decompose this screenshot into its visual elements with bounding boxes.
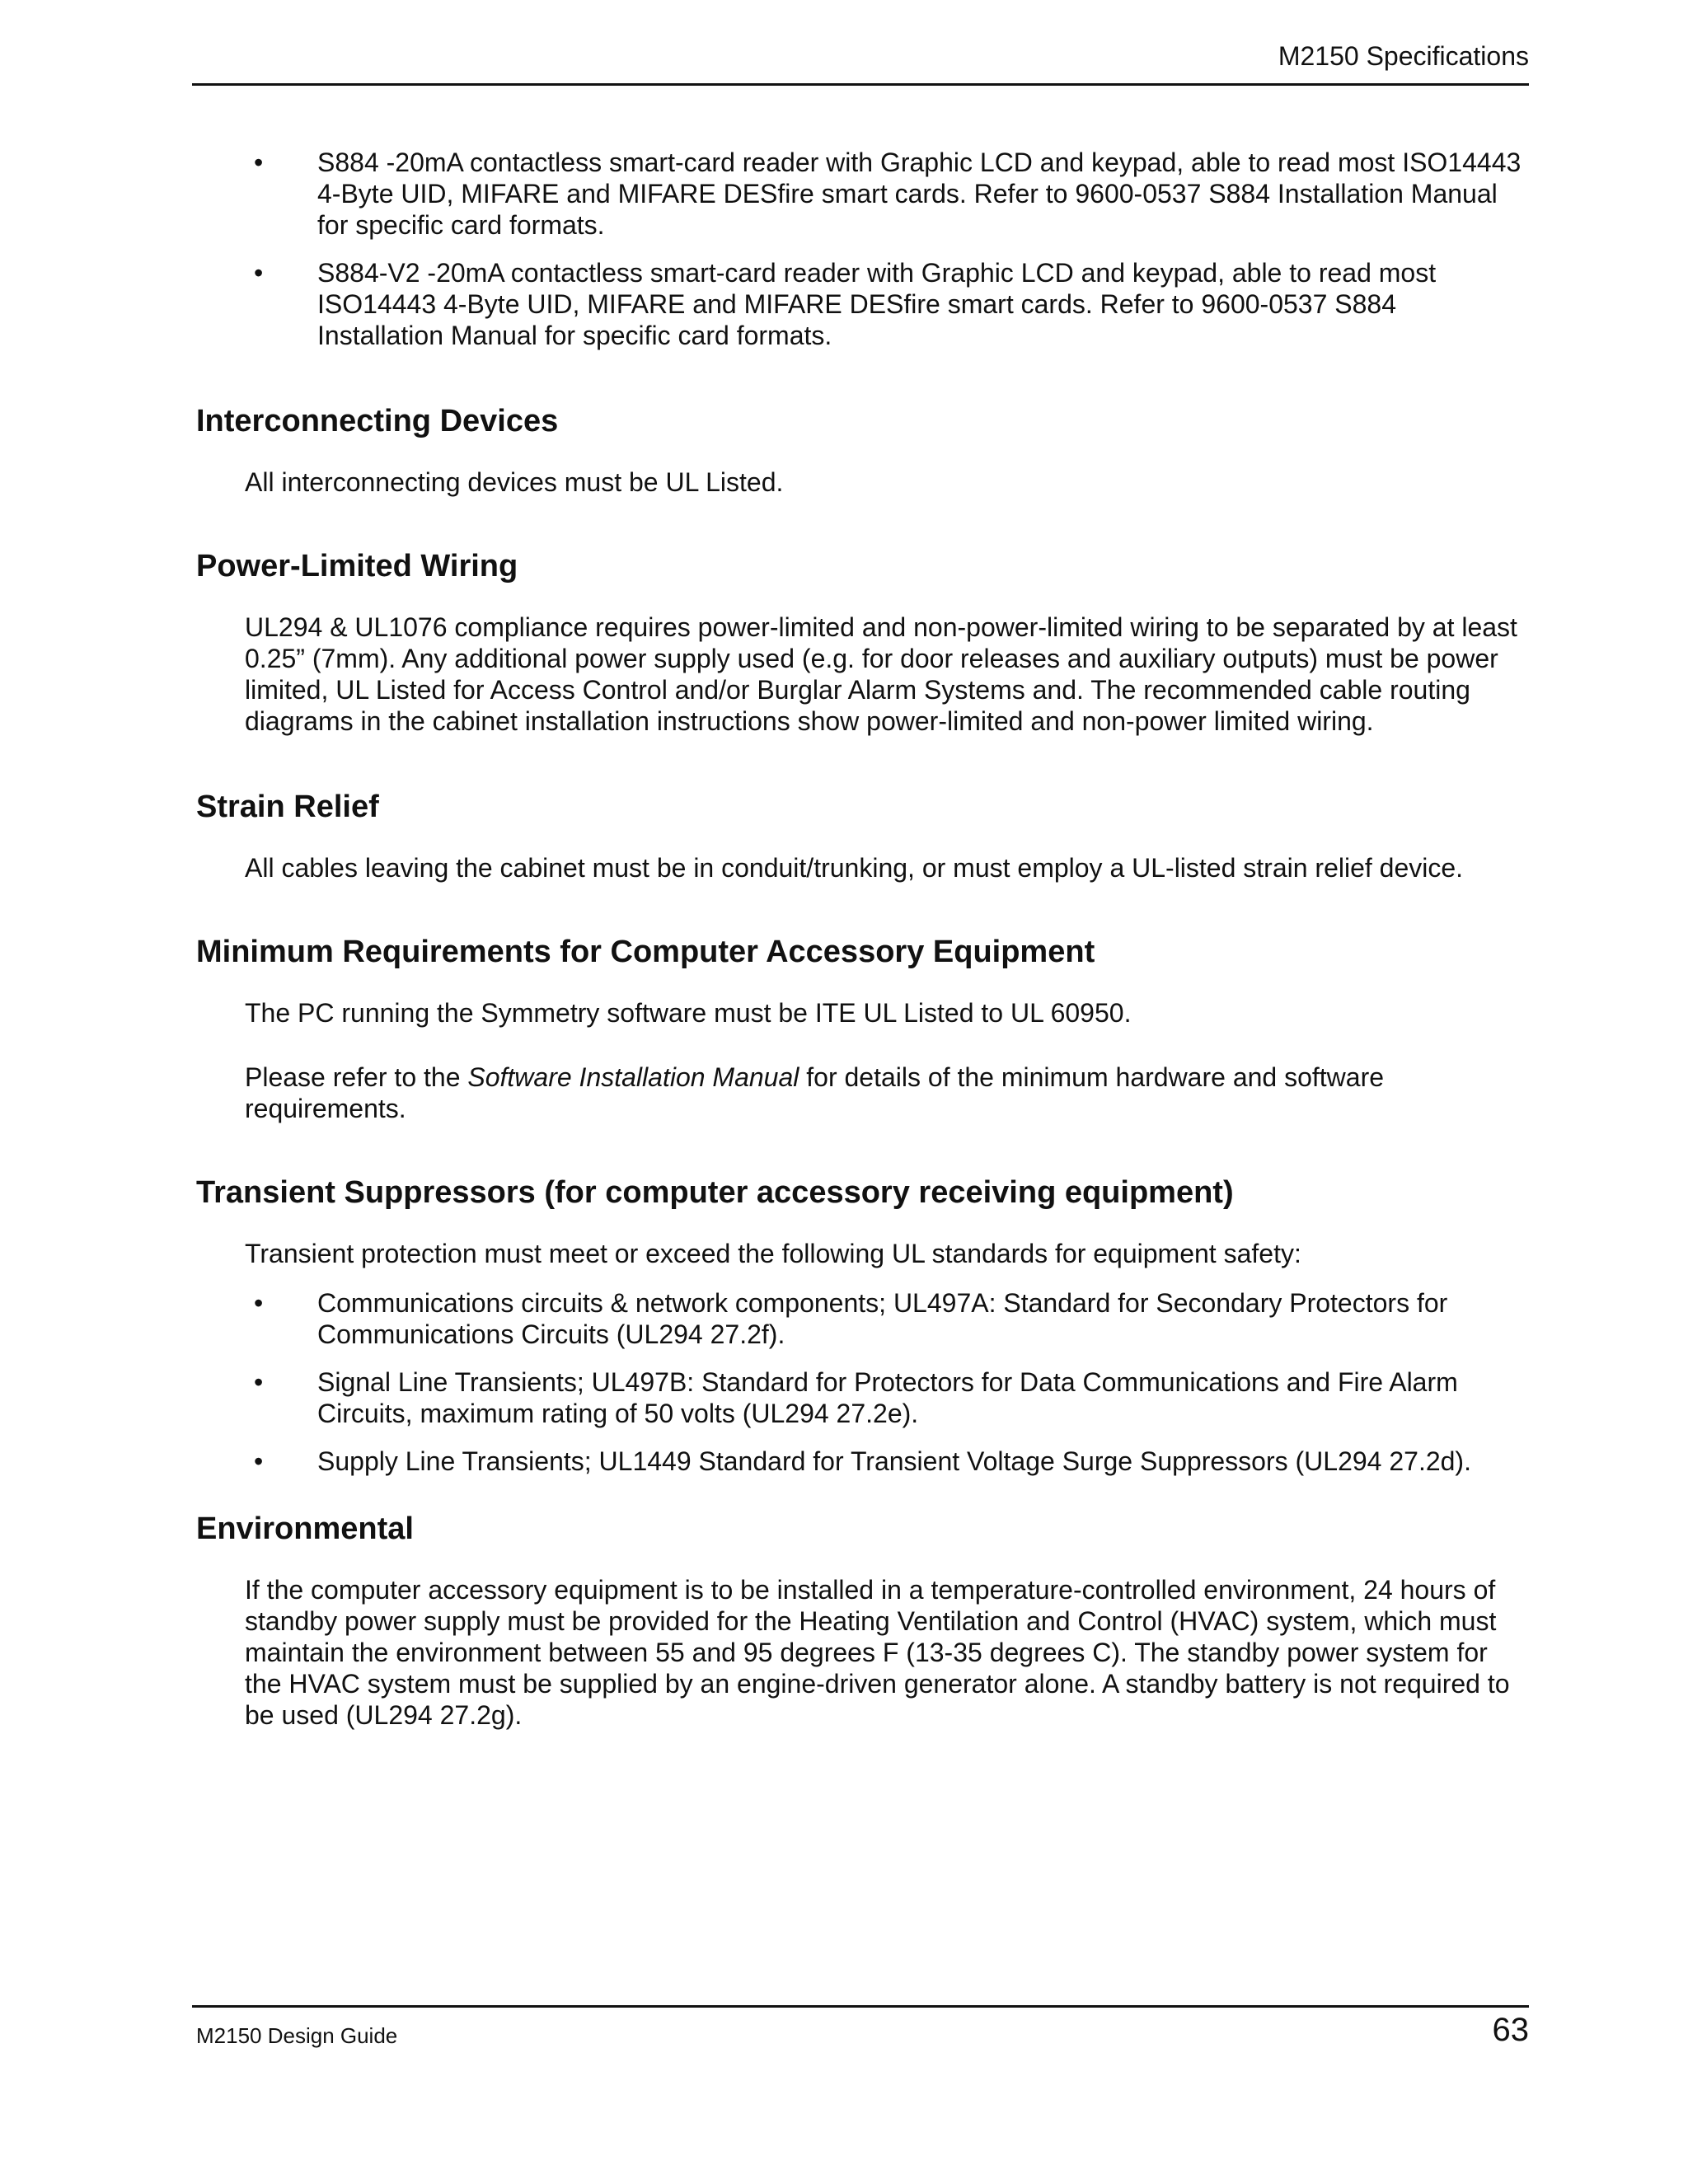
page-header <box>192 36 1529 86</box>
min-requirements-text-1: The PC running the Symmetry software must be ITE UL Listed to UL 60950. <box>245 998 1132 1028</box>
list-item <box>196 147 1531 241</box>
bullet-icon: • <box>254 1446 264 1476</box>
page-number: 63 <box>1492 2012 1529 2048</box>
intro-bullet-list <box>196 147 1531 351</box>
bullet-icon: • <box>254 148 264 177</box>
software-manual-title: Software Installation Manual <box>467 1062 799 1092</box>
min-requirements-text-2-after: for details of the minimum hardware and software requirements. <box>245 1062 1385 1123</box>
header-title: M2150 Specifications <box>1278 41 1529 71</box>
footer-document-title: M2150 Design Guide <box>196 2023 398 2048</box>
section-heading-transient: Transient Suppressors (for computer accessory receiving equipment) <box>196 1175 1234 1210</box>
min-requirements-text-2-before: Please refer to the <box>245 1062 468 1092</box>
list-item <box>196 1446 1531 1477</box>
power-limited-text: UL294 & UL1076 compliance requires power-limited and non-power-limited wiring to be separated by at least 0.25” (7mm). Any additional power supply used (e.g. for door releases and auxiliary outputs) must be power limited, UL Listed for Access Control and/or Burglar Alarm Systems and. The recommended cable routing diagrams in the cabinet installation instructions show power-limited and non-power limited wiring. <box>245 612 1517 736</box>
environmental-text: If the computer accessory equipment is to be installed in a temperature-controlled environment, 24 hours of standby power supply must be provided for the Heating Ventilation and Control (HVAC) system, which must maintain the environment between 55 and 95 degrees F (13-35 degrees C). The standby power system for the HVAC system must be supplied by an engine-driven generator alone. A standby battery is not required to be used (UL294 27.2g). <box>245 1575 1510 1730</box>
list-item-text: Supply Line Transients; UL1449 Standard for Transient Voltage Surge Suppressors (UL294 27.2d). <box>317 1446 1471 1476</box>
min-requirements-text-2 <box>196 1062 1531 1124</box>
transient-bullet-list <box>196 1287 1531 1477</box>
transient-text: Transient protection must meet or exceed the following UL standards for equipment safety: <box>245 1239 1301 1268</box>
section-heading-interconnecting: Interconnecting Devices <box>196 404 559 438</box>
page-footer <box>192 2005 1529 2057</box>
list-item <box>196 1366 1531 1429</box>
bullet-icon: • <box>254 258 264 288</box>
page-content <box>196 147 1531 1731</box>
interconnecting-text: All interconnecting devices must be UL Listed. <box>245 467 784 497</box>
section-heading-environmental: Environmental <box>196 1511 414 1546</box>
list-item <box>196 257 1531 351</box>
strain-relief-text: All cables leaving the cabinet must be in conduit/trunking, or must employ a UL-listed strain relief device. <box>245 853 1464 883</box>
bullet-icon: • <box>254 1367 264 1397</box>
section-heading-min-requirements: Minimum Requirements for Computer Accessory Equipment <box>196 935 1095 969</box>
list-item-text: S884 -20mA contactless smart-card reader with Graphic LCD and keypad, able to read most ISO14443 4-Byte UID, MIFARE and MIFARE DESfire smart cards. Refer to 9600-0537 S884 Installation Manual for specific card formats. <box>317 148 1522 240</box>
list-item-text: Signal Line Transients; UL497B: Standard for Protectors for Data Communications and Fire Alarm Circuits, maximum rating of 50 volts (UL294 27.2e). <box>317 1367 1458 1428</box>
section-heading-power-limited: Power-Limited Wiring <box>196 549 518 583</box>
list-item-text: S884-V2 -20mA contactless smart-card reader with Graphic LCD and keypad, able to read most ISO14443 4-Byte UID, MIFARE and MIFARE DESfire smart cards. Refer to 9600-0537 S884 Installation Manual for specific card formats. <box>317 258 1437 350</box>
list-item-text: Communications circuits & network components; UL497A: Standard for Secondary Protectors for Communications Circuits (UL294 27.2f). <box>317 1288 1448 1349</box>
section-heading-strain-relief: Strain Relief <box>196 790 379 824</box>
list-item <box>196 1287 1531 1350</box>
bullet-icon: • <box>254 1288 264 1318</box>
